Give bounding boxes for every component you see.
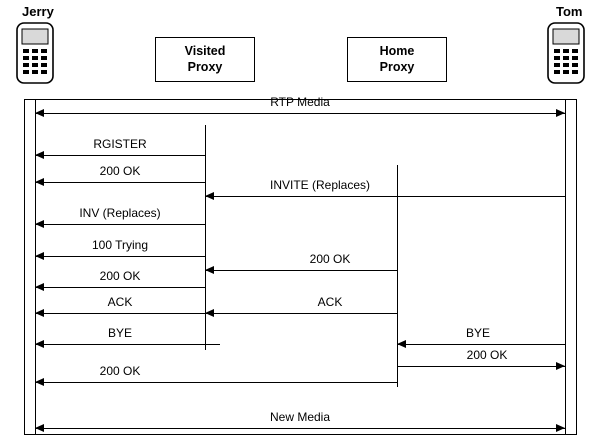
message-line-ack-1	[35, 313, 205, 314]
arrowhead-left-bye-1	[35, 340, 44, 348]
message-line-100-trying	[35, 256, 205, 257]
message-label-register: RGISTER	[93, 137, 147, 151]
message-line-rtp-media	[35, 113, 565, 114]
message-line-new-media	[35, 428, 565, 429]
message-label-200ok-1: 200 OK	[99, 164, 141, 178]
arrowhead-right-rtp-media	[556, 109, 565, 117]
arrowhead-left-register	[35, 151, 44, 159]
message-label-bye-1: BYE	[107, 326, 133, 340]
node-visited-proxy-line2: Proxy	[187, 59, 223, 74]
message-line-invite-replaces	[205, 196, 565, 197]
message-label-100-trying: 100 Trying	[91, 238, 149, 252]
lifeline-home-proxy	[397, 165, 398, 387]
message-line-ack-2	[205, 313, 397, 314]
arrowhead-left-rtp-media	[35, 109, 44, 117]
lifeline-tom	[565, 99, 566, 435]
message-label-200ok-2: 200 OK	[309, 252, 351, 266]
arrowhead-right-200ok-4	[556, 362, 565, 370]
message-line-200ok-5	[35, 382, 397, 383]
message-line-200ok-2	[205, 270, 397, 271]
arrowhead-left-200ok-3	[35, 283, 44, 291]
arrowhead-left-200ok-2	[205, 266, 214, 274]
message-label-inv-replaces: INV (Replaces)	[79, 206, 161, 220]
arrowhead-left-ack-2	[205, 309, 214, 317]
node-visited-proxy-line1: Visited	[184, 43, 226, 58]
mobile-phone-icon-jerry	[14, 22, 56, 89]
message-line-200ok-3	[35, 287, 205, 288]
message-line-200ok-4	[397, 366, 565, 367]
arrowhead-left-invite-replaces	[205, 192, 214, 200]
node-home-proxy-line2: Proxy	[379, 59, 415, 74]
arrowhead-left-200ok-1	[35, 178, 44, 186]
message-label-ack-1: ACK	[107, 295, 133, 309]
message-label-invite-replaces: INVITE (Replaces)	[269, 178, 371, 192]
arrowhead-left-bye-2	[397, 340, 406, 348]
arrowhead-left-ack-1	[35, 309, 44, 317]
mobile-phone-icon-tom	[545, 22, 587, 89]
message-line-inv-replaces	[35, 224, 205, 225]
arrowhead-left-100-trying	[35, 252, 44, 260]
message-line-register	[35, 155, 205, 156]
arrowhead-left-200ok-5	[35, 378, 44, 386]
message-line-200ok-1	[35, 182, 205, 183]
message-label-new-media: New Media	[269, 410, 331, 424]
actor-label-tom: Tom	[556, 4, 583, 19]
message-label-ack-2: ACK	[317, 295, 343, 309]
arrowhead-left-new-media	[35, 424, 44, 432]
node-home-proxy	[347, 37, 447, 82]
node-visited-proxy	[155, 37, 255, 82]
node-home-proxy-line1: Home	[379, 43, 415, 58]
actor-label-jerry: Jerry	[22, 4, 54, 19]
message-line-bye-2	[397, 344, 565, 345]
message-label-bye-2: BYE	[465, 326, 491, 340]
message-label-rtp-media: RTP Media	[270, 95, 330, 109]
arrowhead-right-new-media	[556, 424, 565, 432]
arrowhead-left-inv-replaces	[35, 220, 44, 228]
message-label-200ok-4: 200 OK	[466, 348, 508, 362]
message-label-200ok-3: 200 OK	[99, 269, 141, 283]
message-label-200ok-5: 200 OK	[99, 364, 141, 378]
message-line-bye-1	[35, 344, 220, 345]
